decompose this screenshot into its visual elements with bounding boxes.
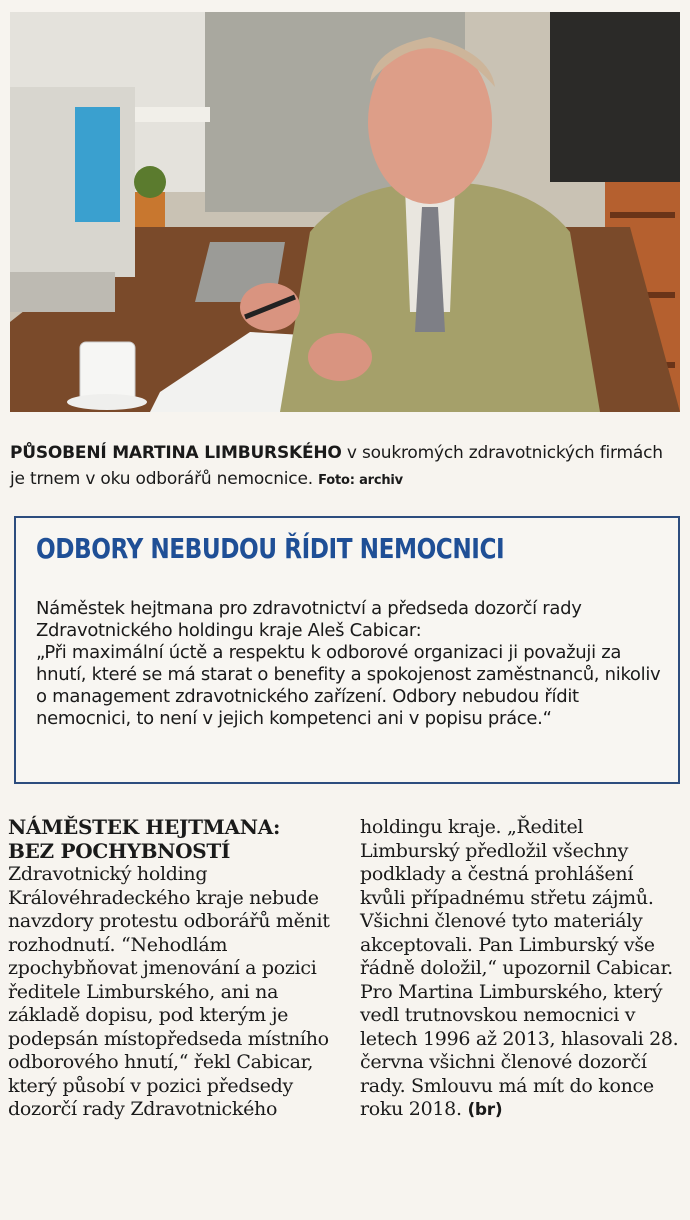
subhead-line2: BEZ POCHYBNOSTÍ xyxy=(8,838,231,863)
box-quote: „Při maximální úctě a respektu k odborové organizaci ji považuji za hnutí, které se má starat o benefity a spokojenost zaměstnanců, nikoliv o management zdravotnického zařízení. Odbory nebudou řídit nemocnici, to není v jejich kompetenci ani v popisu práce.“ xyxy=(36,642,661,729)
caption-text: v soukromých zdravotnických firmách je trnem v oku odborářů nemocnice. xyxy=(10,443,663,489)
left-body-text: Zdravotnický holding Královéhradeckého kraje nebude navzdory protestu odborářů měnit rozhodnutí. “Nehodlám zpochybňovat jmenování a pozici ředitele Limburského, ani na základě dopisu, pod kterým je podepsán místopředseda místního odborového hnutí,“ řekl Cabicar, který působí v pozici předsedy dozorčí rady Zdravotnického xyxy=(8,863,330,1120)
box-intro: Náměstek hejtmana pro zdravotnictví a předseda dozorčí rady Zdravotnického holdingu kraje Aleš Cabicar: xyxy=(36,598,582,641)
article-photo xyxy=(10,12,680,412)
right-body-text: holdingu kraje. „Ředitel Limburský předložil všechny podklady a čestná prohlášení kvůli případnému střetu zájmů. Všichni členové tyto materiály akceptovali. Pan Limburský vše řádně doložil,“ upozornil Cabicar. Pro Martina Limburského, který vedl trutnovskou nemocnici v letech 1996 až 2013, hlasovali 28. června všichni členové dozorčí rady. Smlouvu má mít do konce roku 2018. xyxy=(360,816,679,1120)
article-column-left xyxy=(8,816,342,1122)
photo-portrait-icon xyxy=(10,12,680,412)
caption-lead: PŮSOBENÍ MARTINA LIMBURSKÉHO xyxy=(10,443,342,463)
photo-credit: Foto: archiv xyxy=(318,473,403,488)
author-signature: (br) xyxy=(467,1100,503,1120)
box-title: ODBORY NEBUDOU ŘÍDIT NEMOCNICI xyxy=(36,532,505,565)
photo-caption xyxy=(10,440,680,494)
subhead-line1: NÁMĚSTEK HEJTMANA: xyxy=(8,815,281,839)
article-column-right xyxy=(360,816,682,1123)
subhead xyxy=(8,816,342,863)
quote-box xyxy=(14,516,680,784)
